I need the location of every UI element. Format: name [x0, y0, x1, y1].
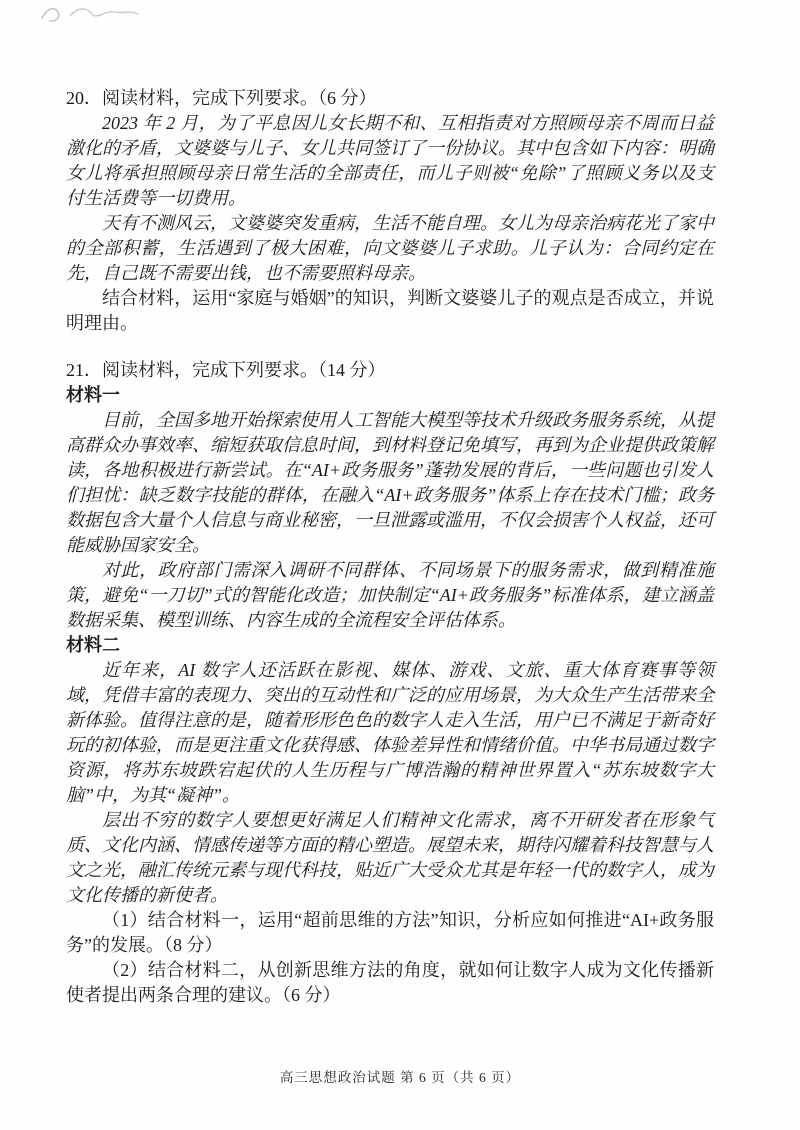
question-20-material-paragraph-2: 天有不测风云，文婆婆突发重病，生活不能自理。女儿为母亲治病花光了家中的全部积蓄，生活遇到了极大困难，向文婆婆儿子求助。儿子认为：合同约定在先，自己既不需要出钱，也不需要照料母亲。 — [66, 213, 714, 283]
question-20 — [66, 86, 714, 336]
pen-scribble-mark — [36, 2, 146, 28]
question-20-material-paragraph-1: 2023 年 2 月，为了平息因儿女长期不和、互相指责对方照顾母亲不周而日益激化的矛盾，文婆婆与儿子、女儿共同签订了一份协议。其中包含如下内容：明确女儿将承担照顾母亲日常生活的全部责任，而儿子则被“免除”了照顾义务以及支付生活费等一切费用。 — [66, 113, 714, 208]
material-2-paragraph-2: 层出不穷的数字人要想更好满足人们精神文化需求，离不开研发者在形象气质、文化内涵、情感传递等方面的精心塑造。展望未来，期待闪耀着科技智慧与人文之光，融汇传统元素与现代科技，贴近广大受众尤其是年轻一代的数字人，成为文化传播的新使者。 — [66, 810, 714, 905]
material-1-paragraph-1: 目前，全国多地开始探索使用人工智能大模型等技术升级政务服务系统，从提高群众办事效率、缩短获取信息时间，到材料登记免填写，再到为企业提供政策解读，各地积极进行新尝试。在“AI+政务服务”蓬勃发展的背后，一些问题也引发人们担忧：缺乏数字技能的群体，在融入“AI+政务服务”体系上存在技术门槛；政务数据包含大量个人信息与商业秘密，一旦泄露或滥用，不仅会损害个人权益，还可能威胁国家安全。 — [66, 410, 714, 555]
question-20-task-prompt: 结合材料，运用“家庭与婚姻”的知识，判断文婆婆儿子的观点是否成立，并说明理由。 — [66, 288, 714, 333]
question-21-header: 21．阅读材料，完成下列要求。（14 分） — [66, 360, 386, 380]
material-2-label: 材料二 — [66, 635, 120, 655]
page-body — [66, 86, 714, 1008]
material-2-paragraph-1: 近年来，AI 数字人还活跃在影视、媒体、游戏、文旅、重大体育赛事等领域，凭借丰富的表现力、突出的互动性和广泛的应用场景，为大众生产生活带来全新体验。值得注意的是，随着形形色色的数字人走入生活，用户已不满足于新奇好玩的初体验，而是更注重文化获得感、体验差异性和情绪价值。中华书局通过数字资源，将苏东坡跌宕起伏的人生历程与广博浩瀚的精神世界置入“苏东坡数字大脑”中，为其“凝神”。 — [66, 660, 714, 805]
question-20-header: 20．阅读材料，完成下列要求。（6 分） — [66, 88, 377, 108]
page-footer: 高三思想政治试题 第 6 页（共 6 页） — [279, 1070, 521, 1085]
material-1-paragraph-2: 对此，政府部门需深入调研不同群体、不同场景下的服务需求，做到精准施策，避免“一刀切”式的智能化改造；加快制定“AI+政务服务”标准体系，建立涵盖数据采集、模型训练、内容生成的全流程安全评估体系。 — [66, 560, 714, 630]
question-21-subquestion-2: （2）结合材料二，从创新思维方法的角度，就如何让数字人成为文化传播新使者提出两条合理的建议。（6 分） — [66, 960, 714, 1005]
question-21-subquestion-1: （1）结合材料一，运用“超前思维的方法”知识，分析应如何推进“AI+政务服务”的发展。（8 分） — [66, 910, 714, 955]
question-21 — [66, 358, 714, 1008]
material-1-label: 材料一 — [66, 385, 120, 405]
